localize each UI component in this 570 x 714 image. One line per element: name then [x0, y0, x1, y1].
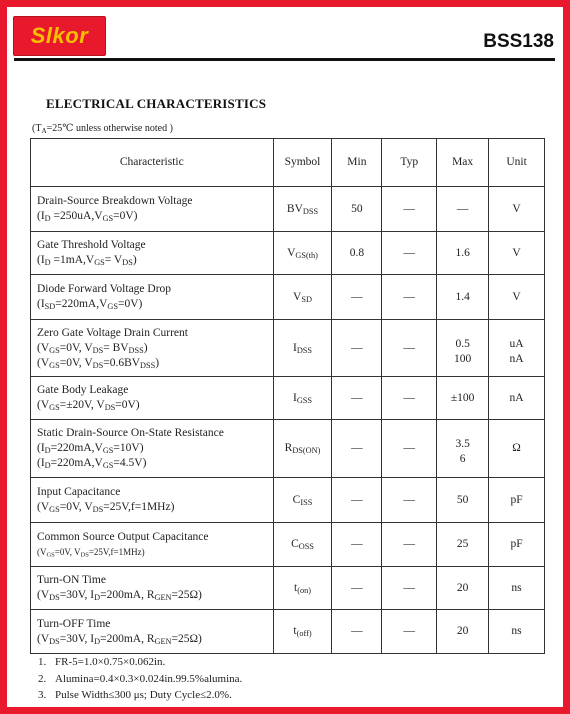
symbol-cell: $V_{GS(th)}$: [273, 232, 332, 275]
min-cell: —: [332, 320, 382, 377]
part-number: BSS138: [483, 31, 554, 52]
brand-logo: [13, 16, 106, 56]
symbol-cell: $BV_{DSS}$: [273, 187, 332, 232]
characteristic-name: Common Source Output Capacitance: [37, 530, 209, 543]
characteristic-conditions: ($V_{GS}=0V$, $V_{DS}= BV_{DSS}$): [37, 341, 148, 355]
brand-logo-text: Slkor: [30, 23, 89, 48]
table-row: [31, 187, 545, 232]
typ-cell: —: [382, 420, 437, 478]
characteristic-conditions: ($V_{GS}=0V$, $V_{DS}=25V,f=1MHz$): [37, 546, 145, 559]
column-header: Characteristic: [31, 139, 274, 187]
table-header-row: [31, 139, 545, 187]
unit-cell: V: [489, 187, 545, 232]
typ-cell: —: [382, 320, 437, 377]
characteristic-name: Static Drain-Source On-State Resistance: [37, 427, 224, 439]
min-cell: —: [332, 420, 382, 478]
characteristic-cell: [31, 478, 274, 523]
unit-cell: nA: [489, 377, 545, 420]
max-cell: 3.5 6: [437, 420, 489, 478]
min-cell: 0.8: [332, 232, 382, 275]
characteristic-cell: [31, 275, 274, 320]
min-cell: —: [332, 478, 382, 523]
min-cell: —: [332, 610, 382, 654]
symbol-cell: $C_{OSS}$: [273, 523, 332, 567]
symbol-cell: $R_{DS(ON)}$: [273, 420, 332, 478]
unit-cell: Ω: [489, 420, 545, 478]
typ-cell: —: [382, 523, 437, 567]
characteristic-name: Turn-ON Time: [37, 574, 106, 586]
section-title: ELECTRICAL CHARACTERISTICS: [46, 96, 267, 111]
column-header: Max: [437, 139, 489, 187]
characteristic-conditions: $(I_D=220mA,V_{GS}=4.5V)$: [37, 457, 147, 471]
characteristic-cell: [31, 567, 274, 610]
symbol-cell: $t_{(on)}$: [273, 567, 332, 610]
max-cell: 20: [437, 567, 489, 610]
characteristic-conditions: $(I_{SD}=220mA,V_{GS}=0V)$: [37, 298, 143, 312]
table-row: [31, 275, 545, 320]
min-cell: —: [332, 377, 382, 420]
characteristic-name: Gate Threshold Voltage: [37, 239, 146, 251]
min-cell: —: [332, 567, 382, 610]
characteristic-cell: [31, 320, 274, 377]
unit-cell: V: [489, 232, 545, 275]
typ-cell: —: [382, 232, 437, 275]
characteristic-conditions: ($V_{DS}=30V$, $I_D=200mA$, $R_{GEN}=25\Omega$): [37, 589, 202, 603]
column-header: Typ: [382, 139, 437, 187]
max-cell: —: [437, 187, 489, 232]
characteristic-name: Gate Body Leakage: [37, 384, 129, 396]
unit-cell: ns: [489, 567, 545, 610]
characteristic-name: Zero Gate Voltage Drain Current: [37, 326, 188, 339]
characteristic-cell: [31, 232, 274, 275]
table-row: [31, 320, 545, 377]
table-row: [31, 232, 545, 275]
symbol-cell: $I_{GSS}$: [273, 377, 332, 420]
max-cell: 50: [437, 478, 489, 523]
characteristic-conditions: ($V_{GS}=0V$, $V_{DS}=25V,f=1MHz$): [37, 501, 175, 515]
typ-cell: —: [382, 187, 437, 232]
max-cell: 0.5 100: [437, 320, 489, 377]
max-cell: 1.4: [437, 275, 489, 320]
characteristic-cell: [31, 610, 274, 654]
characteristic-name: Turn-OFF Time: [37, 617, 111, 630]
characteristic-conditions: $(I_D=220mA,V_{GS}=10V)$: [37, 442, 144, 456]
max-cell: 25: [437, 523, 489, 567]
characteristic-cell: [31, 523, 274, 567]
max-cell: 20: [437, 610, 489, 654]
characteristic-name: Input Capacitance: [37, 486, 121, 498]
column-header: Min: [332, 139, 382, 187]
characteristic-conditions: $(I_D =1mA,V_{GS}= V_{DS})$: [37, 254, 137, 268]
unit-cell: pF: [489, 478, 545, 523]
symbol-cell: $I_{DSS}$: [273, 320, 332, 377]
unit-cell: uA nA: [489, 320, 545, 377]
table-row: [31, 377, 545, 420]
characteristic-conditions: $(I_D =250uA,V_{GS}=0V)$: [37, 210, 138, 224]
characteristic-name: Drain-Source Breakdown Voltage: [37, 195, 193, 207]
footnote: 2. Alumina=0.4×0.3×0.024in.99.5%alumina.: [38, 672, 243, 685]
header-rule: [14, 58, 555, 61]
unit-cell: pF: [489, 523, 545, 567]
min-cell: —: [332, 523, 382, 567]
table-row: [31, 523, 545, 567]
typ-cell: —: [382, 377, 437, 420]
electrical-characteristics-table: [30, 138, 545, 654]
characteristic-name: Diode Forward Voltage Drop: [37, 283, 172, 295]
footnotes: [38, 654, 242, 704]
footnote: 3. Pulse Width≤300 μs; Duty Cycle≤2.0%.: [38, 689, 232, 701]
table-row: [31, 610, 545, 654]
max-cell: 1.6: [437, 232, 489, 275]
typ-cell: —: [382, 567, 437, 610]
symbol-cell: $V_{SD}$: [273, 275, 332, 320]
unit-cell: ns: [489, 610, 545, 654]
max-cell: ±100: [437, 377, 489, 420]
min-cell: —: [332, 275, 382, 320]
table-row: [31, 478, 545, 523]
typ-cell: —: [382, 275, 437, 320]
characteristic-conditions: ($V_{GS}=0V$, $V_{DS}=0.6BV_{DSS}$): [37, 356, 160, 370]
symbol-cell: $t_{(off)}$: [273, 610, 332, 654]
characteristic-conditions: ($V_{DS}=30V$, $I_D=200mA$, $R_{GEN}=25\Omega$): [37, 632, 202, 646]
table-row: [31, 567, 545, 610]
characteristic-cell: [31, 420, 274, 478]
table-row: [31, 420, 545, 478]
column-header: Unit: [489, 139, 545, 187]
characteristic-cell: [31, 377, 274, 420]
min-cell: 50: [332, 187, 382, 232]
footnote: 1. FR-5=1.0×0.75×0.062in.: [38, 656, 166, 668]
unit-cell: V: [489, 275, 545, 320]
characteristic-conditions: ($V_{GS}=\pm 20V$, $V_{DS}=0V$): [37, 399, 140, 413]
column-header: Symbol: [273, 139, 332, 187]
typ-cell: —: [382, 610, 437, 654]
symbol-cell: $C_{ISS}$: [273, 478, 332, 523]
test-conditions-note: ($T_A=25℃$ unless otherwise noted ): [32, 123, 173, 135]
characteristic-cell: [31, 187, 274, 232]
typ-cell: —: [382, 478, 437, 523]
